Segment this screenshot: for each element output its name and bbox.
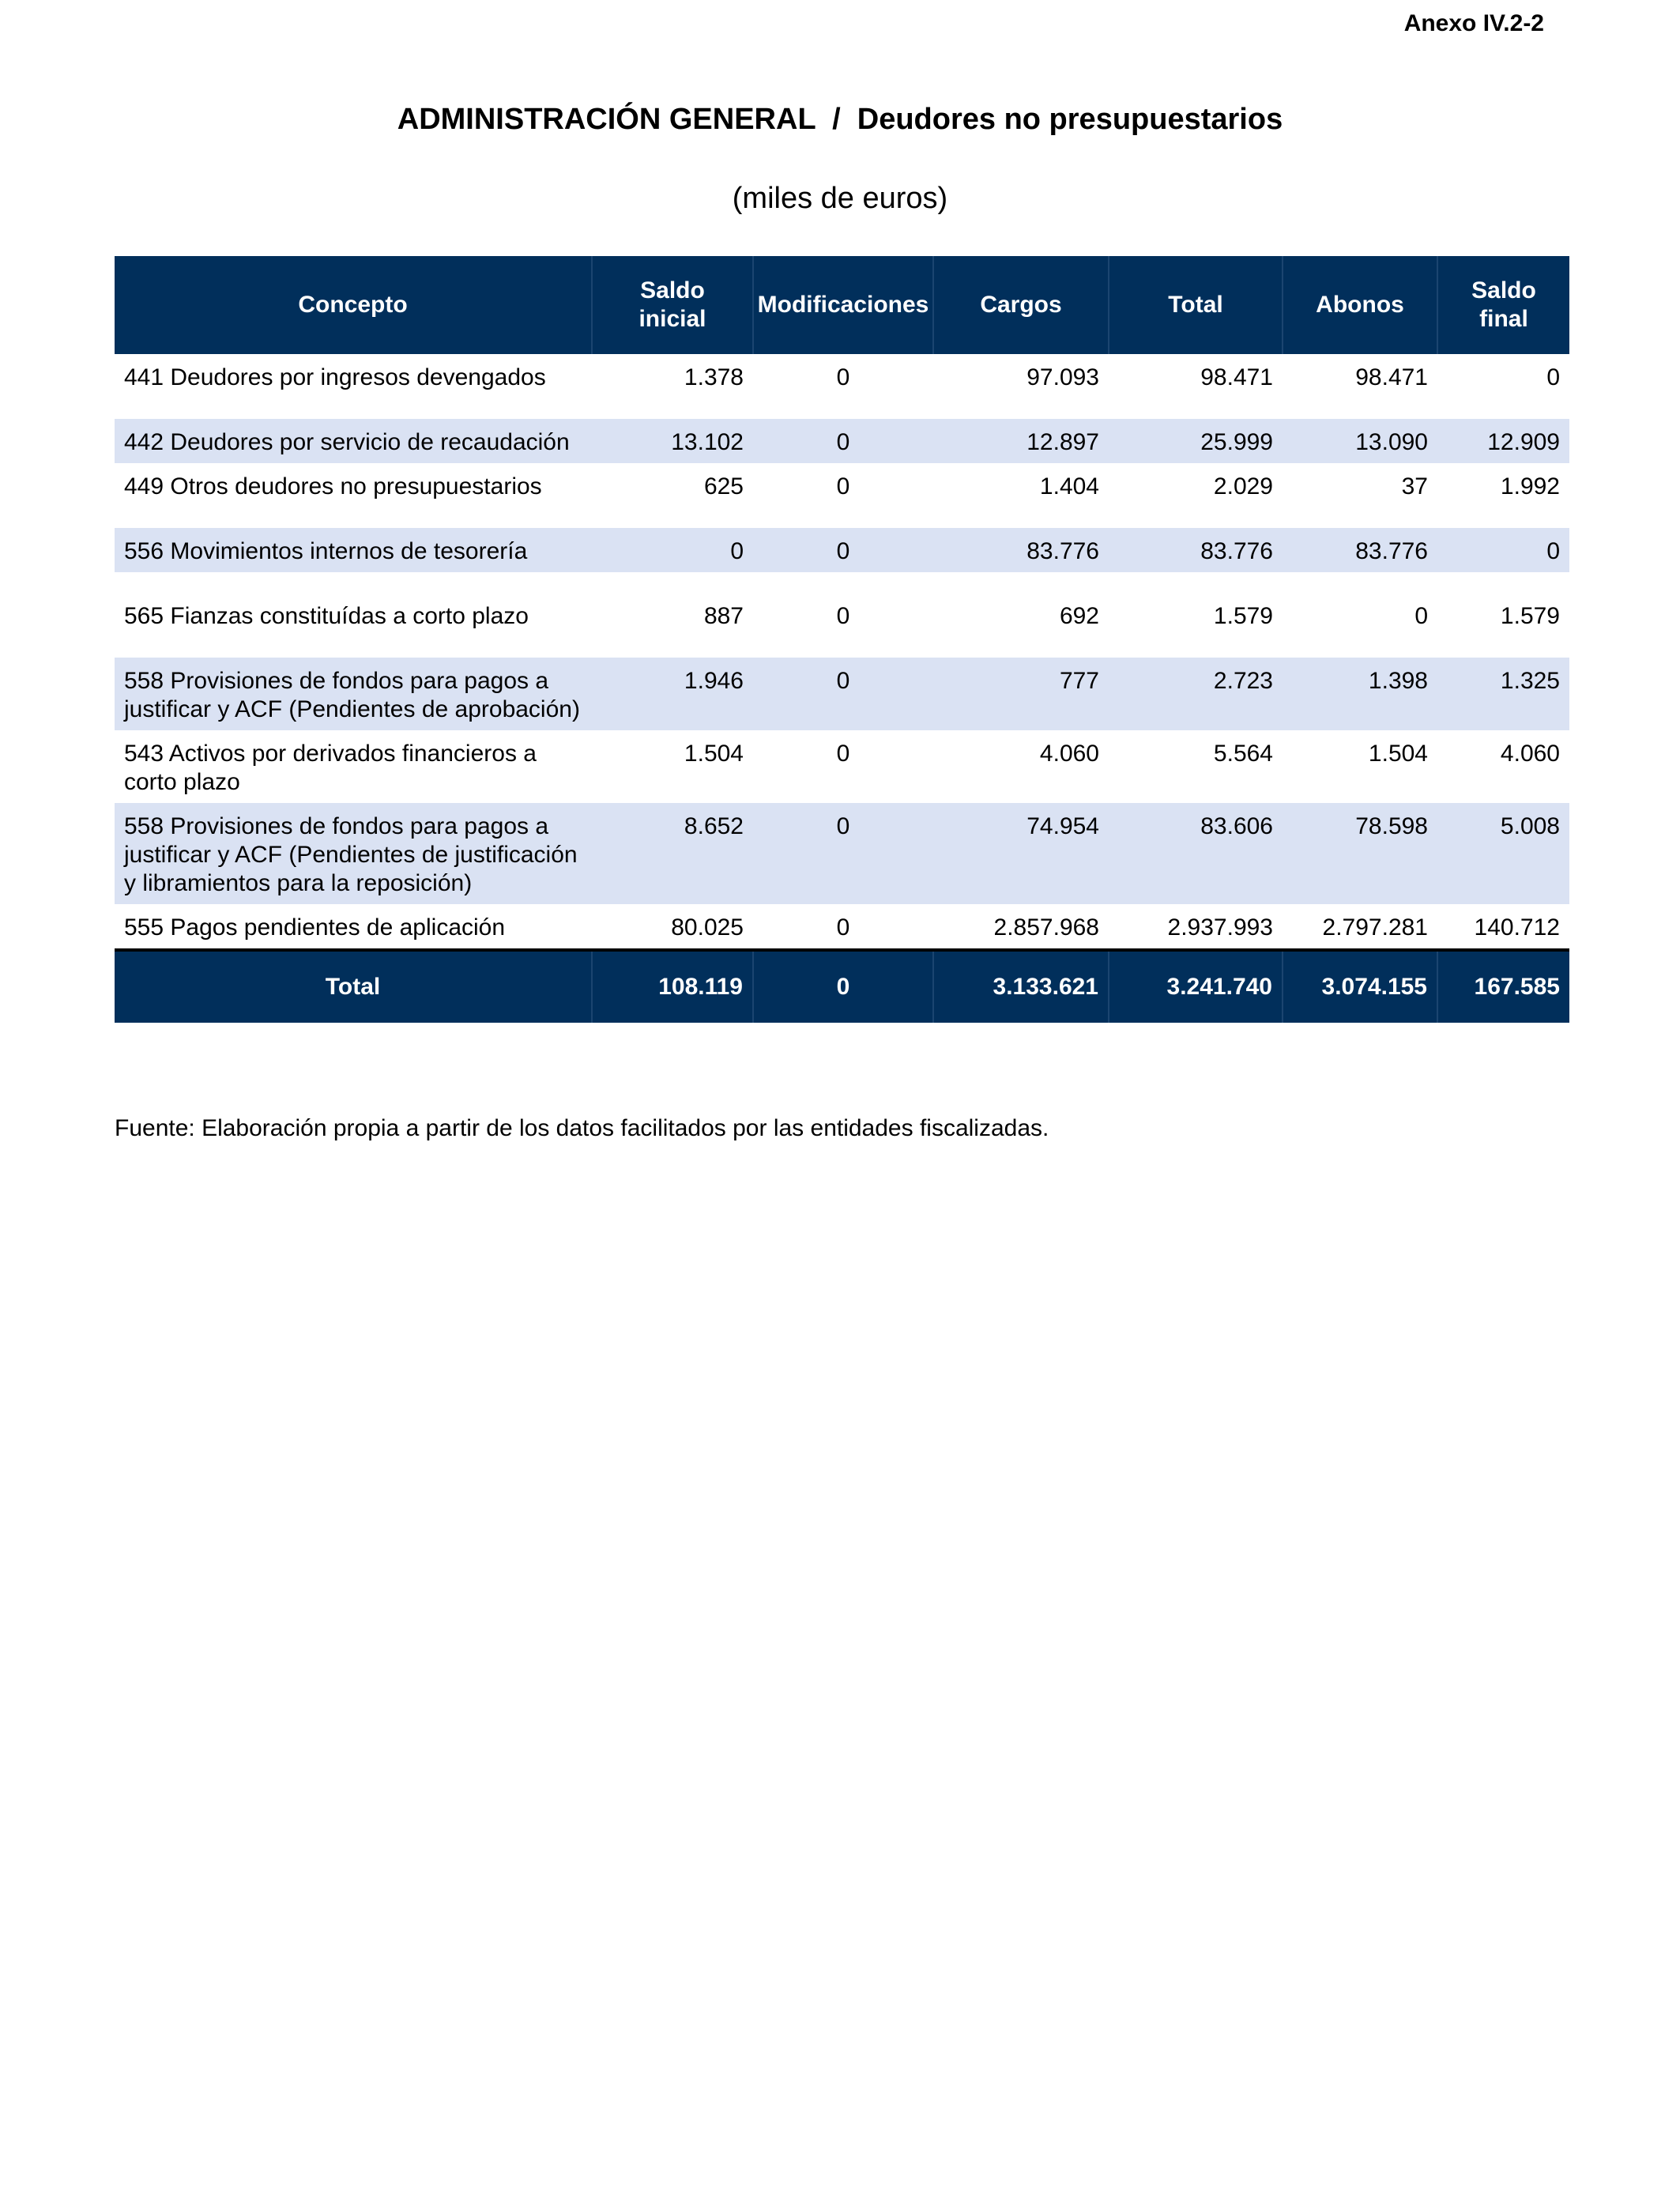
cell-saldo-inicial: 1.504 [684,741,744,767]
cell-abonos: 1.504 [1368,741,1428,767]
cell-abonos: 1.398 [1283,658,1437,730]
cell-saldo-inicial: 1.946 [592,658,753,730]
cell-total: 83.606 [1109,803,1283,904]
page-subtitle: (miles de euros) [732,182,948,215]
cell-total: 83.776 [1109,528,1283,572]
cell-total: 25.999 [1109,419,1283,463]
row-spacer [115,637,1569,658]
cell-concepto: 565 Fianzas constituídas a corto plazo [124,603,529,629]
table-row [115,528,1569,572]
cell-saldo-inicial: 13.102 [592,419,753,463]
cell-saldo-final: 0 [1546,364,1560,390]
cell-saldo-final: 1.579 [1500,603,1560,629]
row-spacer [115,398,1569,419]
table-row [115,658,1569,730]
cell-abonos: 2.797.281 [1283,904,1437,950]
col-header-total: Total [1109,256,1283,354]
table-row [115,904,1569,950]
cell-cargos: 12.897 [933,419,1109,463]
cell-cargos: 777 [933,658,1109,730]
cell-modificaciones: 0 [753,658,933,730]
cell-saldo-inicial: 887 [703,603,744,629]
cell-saldo-final: 5.008 [1437,803,1569,904]
cell-saldo-inicial: 80.025 [592,904,753,950]
annex-label: Anexo IV.2-2 [1403,10,1544,36]
col-header-cargos: Cargos [933,256,1109,354]
col-header-saldo-final: Saldo final [1437,256,1569,354]
cell-saldo-final: 140.712 [1437,904,1569,950]
col-header-abonos: Abonos [1283,256,1437,354]
cell-abonos: 78.598 [1283,803,1437,904]
cell-concepto: 441 Deudores por ingresos devengados [124,364,546,390]
cell-concepto: 558 Provisiones de fondos para pagos a justificar y ACF (Pendientes de justificación y libramientos para la reposición) [115,803,592,904]
cell-saldo-final: 1.325 [1437,658,1569,730]
cell-abonos: 37 [1401,473,1428,499]
table-row [115,419,1569,463]
cell-abonos: 83.776 [1283,528,1437,572]
table-row [115,463,1569,507]
cell-cargos: 1.404 [1039,473,1099,499]
total-abonos: 3.074.155 [1283,950,1437,1023]
table-total-row [115,950,1569,1023]
cell-concepto: 449 Otros deudores no presupuestarios [124,473,542,499]
cell-saldo-inicial: 8.652 [592,803,753,904]
total-modificaciones: 0 [753,950,933,1023]
cell-total: 98.471 [1200,364,1273,390]
cell-saldo-inicial: 625 [703,473,744,499]
cell-cargos: 97.093 [1026,364,1099,390]
cell-saldo-final: 12.909 [1437,419,1569,463]
cell-cargos: 692 [1059,603,1099,629]
cell-saldo-inicial: 0 [592,528,753,572]
cell-total: 2.937.993 [1109,904,1283,950]
total-cargos: 3.133.621 [933,950,1109,1023]
table-row [115,354,1569,398]
cell-modificaciones: 0 [753,419,933,463]
cell-cargos: 83.776 [933,528,1109,572]
table-row [115,803,1569,904]
cell-total: 2.723 [1109,658,1283,730]
cell-saldo-inicial: 1.378 [684,364,744,390]
cell-total: 5.564 [1213,741,1273,767]
row-spacer [115,507,1569,528]
cell-modificaciones: 0 [753,528,933,572]
cell-modificaciones: 0 [836,364,850,390]
cell-cargos: 4.060 [1039,741,1099,767]
page-title: ADMINISTRACIÓN GENERAL / Deudores no presupuestarios [397,103,1283,136]
total-saldo-inicial: 108.119 [592,950,753,1023]
cell-modificaciones: 0 [836,603,850,629]
cell-concepto: 555 Pagos pendientes de aplicación [115,904,592,950]
table-row [115,730,1569,803]
cell-total: 1.579 [1213,603,1273,629]
cell-cargos: 2.857.968 [933,904,1109,950]
cell-modificaciones: 0 [836,473,850,499]
cell-modificaciones: 0 [753,904,933,950]
cell-concepto: 543 Activos por derivados financieros a corto plazo [124,741,537,795]
debtors-table [115,256,1569,1023]
col-header-modificaciones: Modificaciones [753,256,933,354]
col-header-concepto: Concepto [115,256,592,354]
total-saldo-final: 167.585 [1437,950,1569,1023]
row-spacer [115,572,1569,593]
table-header-row [115,256,1569,354]
cell-concepto: 558 Provisiones de fondos para pagos a justificar y ACF (Pendientes de aprobación) [115,658,592,730]
cell-total: 2.029 [1213,473,1273,499]
cell-abonos: 0 [1414,603,1428,629]
cell-modificaciones: 0 [753,803,933,904]
total-label: Total [115,950,592,1023]
cell-cargos: 74.954 [933,803,1109,904]
col-header-saldo-inicial: Saldo inicial [592,256,753,354]
cell-abonos: 13.090 [1283,419,1437,463]
cell-modificaciones: 0 [836,741,850,767]
cell-concepto: 556 Movimientos internos de tesorería [115,528,592,572]
cell-saldo-final: 0 [1437,528,1569,572]
cell-saldo-final: 4.060 [1500,741,1560,767]
cell-concepto: 442 Deudores por servicio de recaudación [115,419,592,463]
total-total: 3.241.740 [1109,950,1283,1023]
table-row [115,593,1569,637]
cell-saldo-final: 1.992 [1500,473,1560,499]
source-note: Fuente: Elaboración propia a partir de los datos facilitados por las entidades fiscalizadas. [115,1115,1049,1141]
cell-abonos: 98.471 [1355,364,1428,390]
